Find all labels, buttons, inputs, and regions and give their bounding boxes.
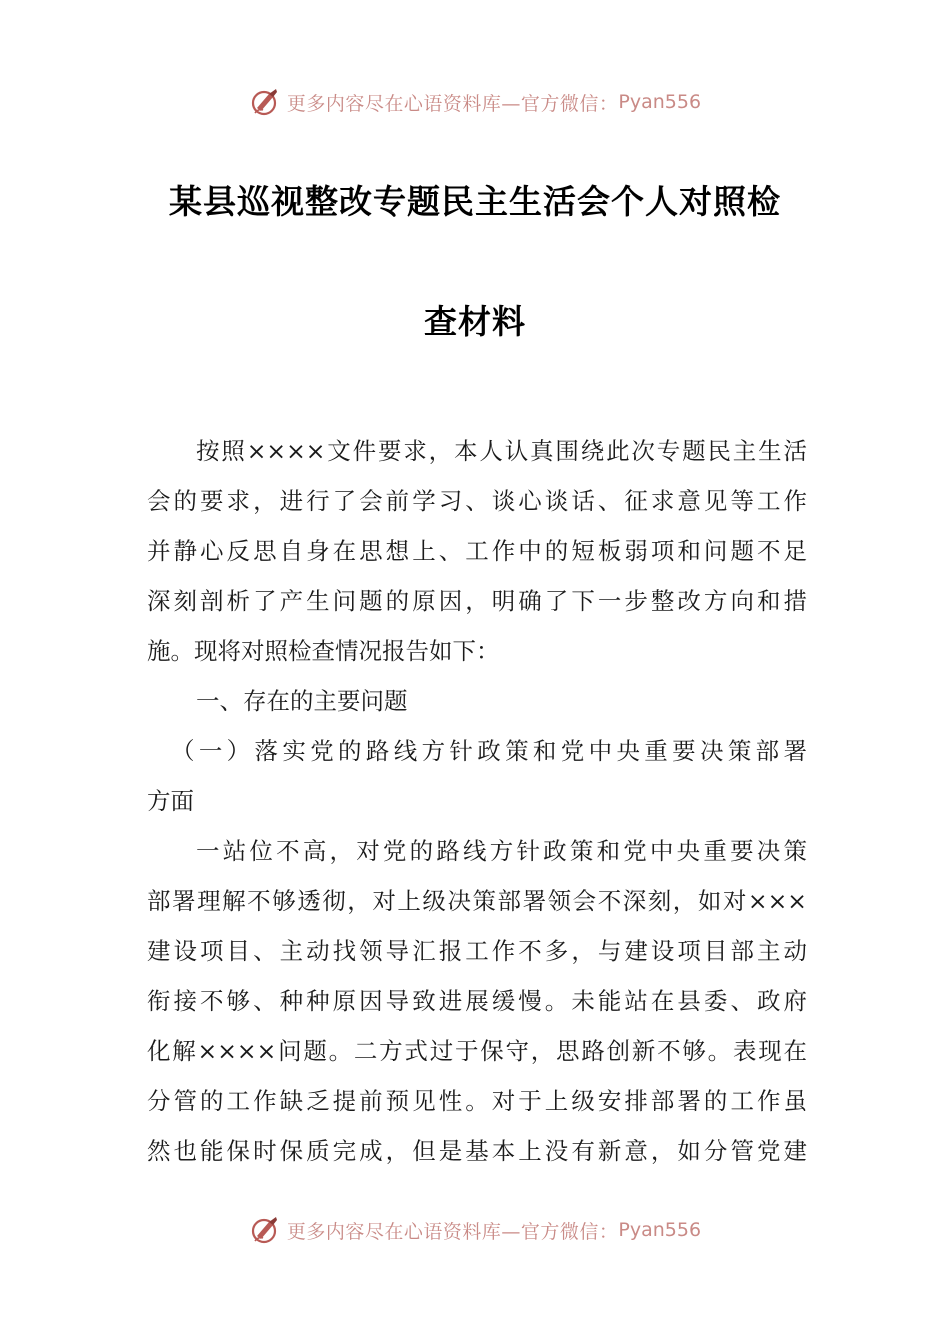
text-line: 深刻剖析了产生问题的原因，明确了下一步整改方向和措 xyxy=(147,587,807,615)
section-heading: 一、存在的主要问题 xyxy=(196,687,408,715)
text-line: 施。现将对照检查情况报告如下： xyxy=(147,637,500,665)
text-line: 分管的工作缺乏提前预见性。对于上级安排部署的工作虽 xyxy=(147,1087,807,1115)
watermark-text: 更多内容尽在心语资料库—官方微信： xyxy=(286,92,619,115)
text-line: 部署理解不够透彻，对上级决策部署领会不深刻，如对××× xyxy=(147,887,807,915)
subsection-heading-cont: 方面 xyxy=(147,787,194,815)
document-title-line-2: 查材料 xyxy=(424,302,526,341)
text-line: 按照××××文件要求，本人认真围绕此次专题民主生活 xyxy=(196,437,807,465)
text-line: 化解××××问题。二方式过于保守，思路创新不够。表现在 xyxy=(147,1037,807,1065)
text-line: 并静心反思自身在思想上、工作中的短板弱项和问题不足 xyxy=(147,537,807,565)
text-line: 会的要求，进行了会前学习、谈心谈话、征求意见等工作 xyxy=(147,487,807,515)
pen-logo-icon xyxy=(249,1214,281,1246)
text-line: 建设项目、主动找领导汇报工作不多，与建设项目部主动 xyxy=(147,937,807,965)
text-line: 衔接不够、种种原因导致进展缓慢。未能站在县委、政府 xyxy=(147,987,807,1015)
text-line: 然也能保时保质完成，但是基本上没有新意，如分管党建 xyxy=(147,1137,807,1165)
wechat-id: Pyan556 xyxy=(618,1219,702,1241)
watermark-text: 更多内容尽在心语资料库—官方微信： xyxy=(286,1220,619,1243)
wechat-id: Pyan556 xyxy=(618,91,702,113)
header-watermark-banner xyxy=(0,82,950,122)
subsection-heading: （一）落实党的路线方针政策和党中央重要决策部署 xyxy=(171,737,807,765)
text-line: 一站位不高，对党的路线方针政策和党中央重要决策 xyxy=(196,837,807,865)
pen-logo-icon xyxy=(249,86,281,118)
document-body xyxy=(147,426,807,1176)
document-title-line-1: 某县巡视整改专题民主生活会个人对照检 xyxy=(169,182,781,221)
footer-watermark-banner xyxy=(0,1210,950,1250)
